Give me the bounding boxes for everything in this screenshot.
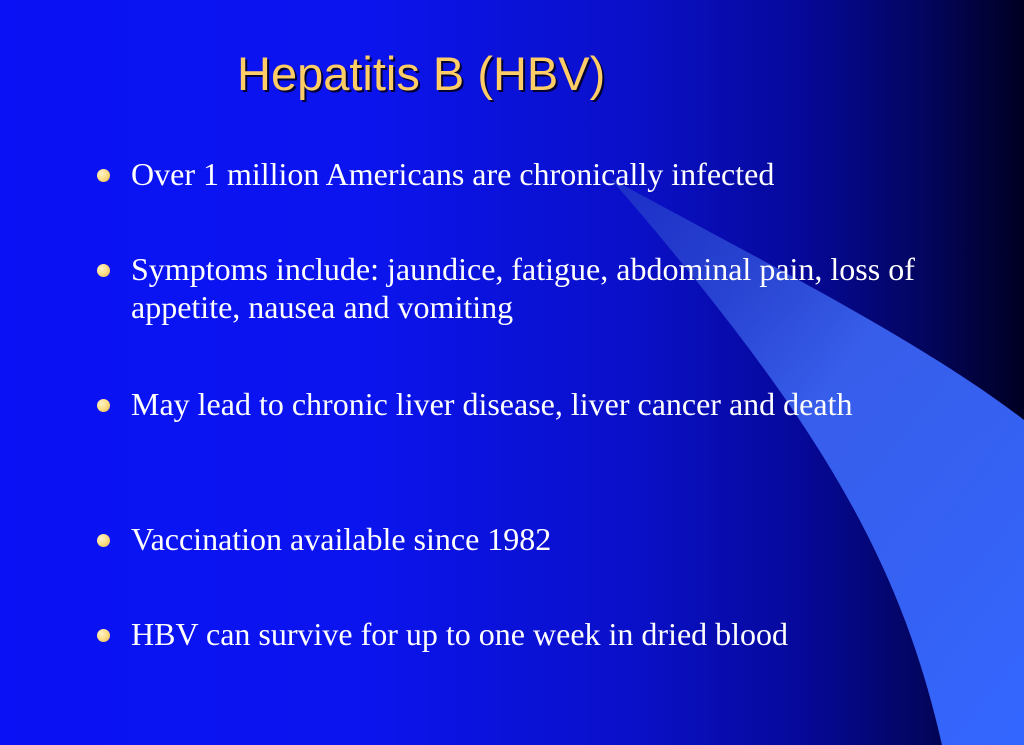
bullet-item <box>97 250 917 326</box>
bullet-dot-icon <box>97 629 110 642</box>
bullet-dot-icon <box>97 169 110 182</box>
bullet-text: Vaccination available since 1982 <box>131 521 552 557</box>
slide-title: Hepatitis B (HBV) <box>237 47 606 100</box>
bullet-text: HBV can survive for up to one week in dried blood <box>131 616 789 652</box>
bullet-item <box>97 520 917 558</box>
bullet-item <box>97 385 917 423</box>
bullet-dot-icon <box>97 399 110 412</box>
bullet-item <box>97 615 917 653</box>
bullet-item <box>97 155 917 193</box>
bullet-text: May lead to chronic liver disease, liver cancer and death <box>131 386 853 422</box>
bullet-dot-icon <box>97 264 110 277</box>
bullet-text: Over 1 million Americans are chronically infected <box>131 156 775 192</box>
bullet-text: Symptoms include: jaundice, fatigue, abdominal pain, loss of appetite, nausea and vomiting <box>131 251 915 325</box>
bullet-dot-icon <box>97 534 110 547</box>
